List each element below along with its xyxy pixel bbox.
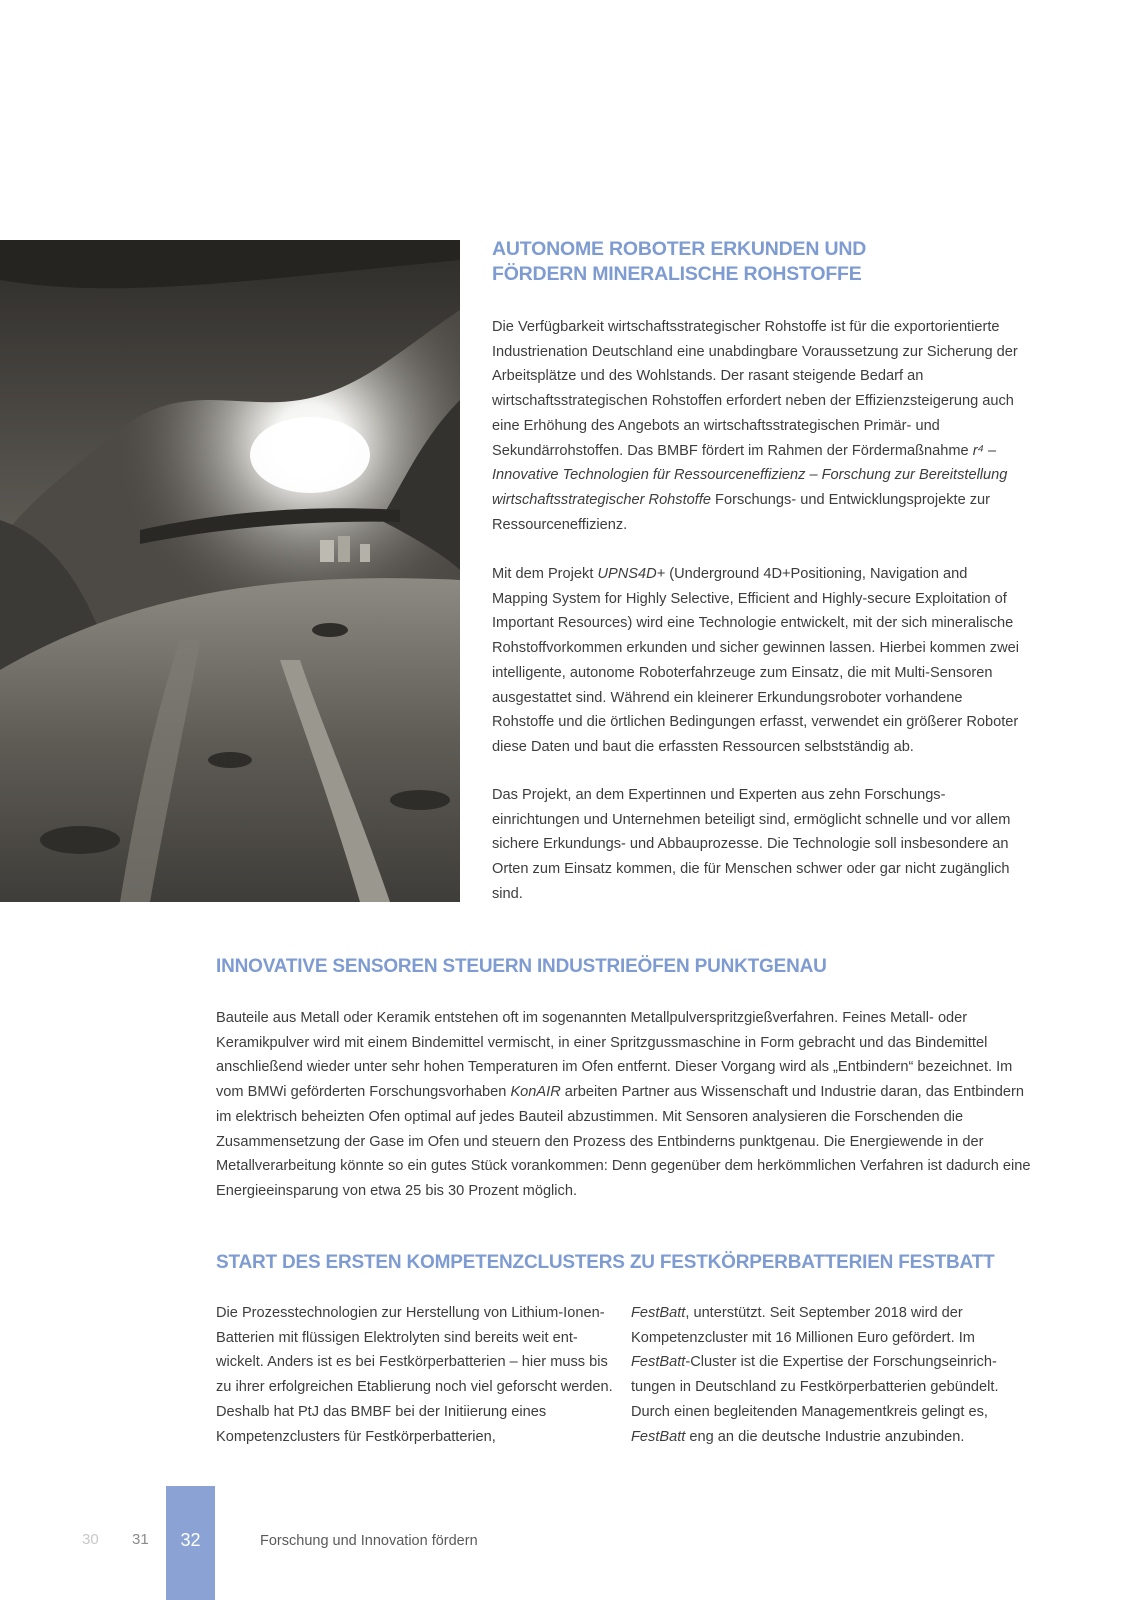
text-run: arbeiten Partner aus Wissenschaft und Industrie daran, das Entbindern im elektrisch beheizten Ofen optimal auf jedes Bauteil abzustimmen. Mit Sensoren analysieren die Forschenden die Zusammensetzung der Gase im Ofen und steuern den Prozess des Entbinderns punktgenau. Die Energiewende in der Metallverarbeitung könnte so ein gutes Stück vorankommen: Denn gegenüber dem herkömmlichen Verfahren ist dadurch eine Energieeinsparung von etwa 25 bis 30 Prozent möglich. [216, 1084, 1031, 1199]
text-run: -Cluster ist die Expertise der Forschungseinrichtungen in Deutschland zu Festkörperbatterien gebündelt. Durch einen begleitenden Managementkreis gelingt es, [631, 1354, 999, 1420]
text-run: eng an die deutsche Industrie anzubinden. [685, 1428, 965, 1445]
emphasis-festbatt: FestBatt [631, 1428, 686, 1445]
emphasis-festbatt: FestBatt [631, 1305, 686, 1321]
cave-mine-photo [0, 240, 460, 902]
page-number-32-current: 32 [180, 1530, 201, 1550]
section-heading-robots [492, 237, 1052, 287]
text-run: Mit dem Projekt [492, 566, 598, 582]
section-heading-sensors: INNOVATIVE SENSOREN STEUERN INDUSTRIEÖFEN PUNKTGENAU [216, 956, 827, 977]
section-heading-festbatt: START DES ERSTEN KOMPETENZCLUSTERS ZU FESTKÖRPERBATTERIEN FESTBATT [216, 1252, 995, 1273]
text-run: , unterstützt. Seit September 2018 wird der Kompetenzcluster mit 16 Millionen Euro gefördert. Im [631, 1305, 975, 1346]
paragraph-robots-3: Das Projekt, an dem Expertinnen und Experten aus zehn Forschungseinrichtungen und Unternehmen beteiligt sind, ermöglicht schnelle und vor allem sichere Erkundungs- und Abbauprozesse. Die Technologie soll insbesondere an Orten zum Einsatz kommen, die für Menschen schwer oder gar nicht zugänglich sind. [492, 787, 1011, 902]
emphasis-festbatt: FestBatt [631, 1354, 686, 1371]
text-run: (Underground 4D+Positioning, Navigation and Mapping System for Highly Selective, Efficient and Highly-secure Exploitation of Important Resources) wird eine Technologie entwickelt, mit der sich mineralische Rohstoffvorkommen erkunden und sicher gewinnen lassen. Hierbei kommen zwei intelligente, autonome Roboterfahrzeuge zum Einsatz, die mit Multi-Sensoren ausgestattet sind. Während ein kleinerer Erkundungsroboter vorhandene Rohstoffe und die örtlichen Bedingungen erfasst, verwendet ein größerer Roboter diese Daten und baut die erfassten Ressourcen selbstständig ab. [492, 566, 1019, 755]
cave-illustration [0, 240, 460, 902]
page-number-30[interactable]: 30 [82, 1531, 99, 1548]
emphasis-project-name: KonAIR [510, 1084, 561, 1101]
text-run: Die Verfügbarkeit wirtschaftsstrategischer Rohstoffe ist für die exportorientierte Industrienation Deutschland eine unabdingbare Voraussetzung zur Sicherung der Arbeitsplätze und des Wohlstands. Der rasant steigende Bedarf an wirtschaftsstrategischen Rohstoffen erfordert neben der Effizienzsteigerung auch eine Erhöhung des Angebots an wirtschaftsstrategischen Primär- und Sekundärrohstoffen. Das BMBF fördert im Rahmen der Fördermaßnahme [492, 319, 1018, 459]
text-run: Bauteile aus Metall oder Keramik entstehen oft im sogenannten Metallpulverspritzgießverfahren. Feines Metall- oder Keramikpulver wird mit einem Bindemittel vermischt, in einer Spritzgussmaschine in Form gebracht und das Bindemittel anschließend wieder unter sehr hohen Temperaturen im Ofen entfernt. Dieser Vorgang wird als „Entbindern“ bezeichnet. Im vom BMWi geförderten Forschungsvorhaben [216, 1010, 1013, 1101]
paragraph-sensors [216, 1006, 1036, 1204]
paragraph-robots-2 [492, 562, 1022, 760]
paragraph-robots-1 [492, 315, 1022, 537]
paragraph-festbatt-left: Die Prozesstechnologien zur Herstellung von Lithium-Ionen-Batterien mit flüssigen Elektrolyten sind bereits weit entwickelt. Anders ist es bei Festkörperbatterien – hier muss bis zu ihrer erfolgreichen Etablierung noch viel geforscht werden. Deshalb hat PtJ das BMBF bei der Initiierung eines Kompetenzclusters für Festkörperbatterien, [216, 1305, 613, 1445]
heading-line: FÖRDERN MINERALISCHE ROHSTOFFE [492, 263, 862, 285]
emphasis-program-name: r⁴ – Innovative Technologien für Ressourceneffizienz – Forschung zur Bereitstellung wirtschaftsstrategischer Rohstoffe [492, 442, 1008, 508]
emphasis-project-name: UPNS4D+ [597, 566, 666, 582]
heading-line: AUTONOME ROBOTER ERKUNDEN UND [492, 238, 867, 260]
footer-chapter-title: Forschung und Innovation fördern [260, 1533, 478, 1549]
text-run: Forschungs- und Entwicklungsprojekte zur Ressourceneffizienz. [492, 491, 991, 533]
page-number-31[interactable]: 31 [132, 1531, 149, 1548]
paragraph-festbatt-right [631, 1301, 1031, 1449]
